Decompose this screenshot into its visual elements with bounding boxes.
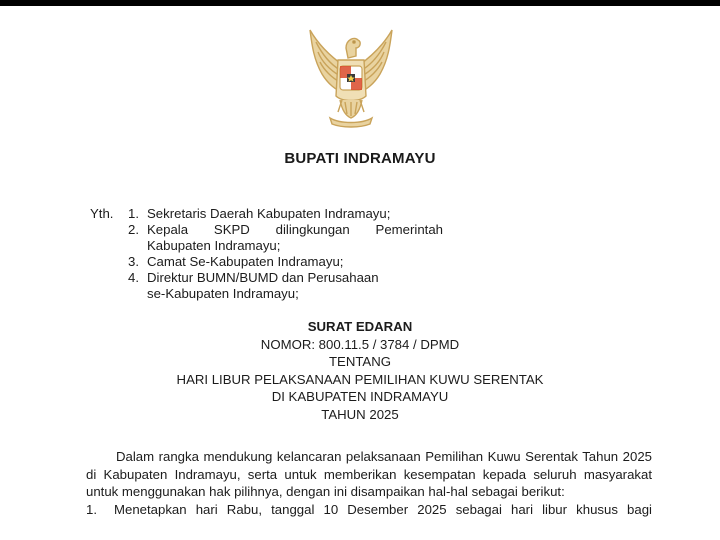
document-about: TENTANG (328, 354, 392, 369)
item-number: 2. (128, 222, 139, 237)
list-item (86, 501, 652, 519)
document-subject-line: HARI LIBUR PELAKSANAAN PEMILIHAN KUWU SERENTAK (176, 371, 544, 387)
list-item (118, 222, 448, 254)
item-number: 1. (128, 206, 139, 221)
document-body (86, 448, 652, 518)
document-subject-line: DI KABUPATEN INDRAMAYU (271, 389, 449, 404)
recipient-text: se-Kabupaten Indramayu; (147, 286, 299, 301)
recipient-word: Kepala (147, 222, 189, 237)
recipient-text: Camat Se-Kabupaten Indramayu; (147, 254, 344, 269)
recipient-text-line (147, 222, 443, 238)
top-border (0, 0, 720, 6)
recipient-text: Kabupaten Indramayu; (147, 238, 281, 253)
page-title: BUPATI INDRAMAYU (284, 150, 436, 167)
recipient-word: SKPD (213, 222, 250, 237)
recipient-text: Sekretaris Daerah Kabupaten Indramayu; (147, 206, 391, 221)
recipient-text: Direktur BUMN/BUMD dan Perusahaan (147, 270, 379, 285)
intro-paragraph: Dalam rangka mendukung kelancaran pelaksanaan Pemilihan Kuwu Serentak Tahun 2025 di Kabupaten Indramayu, serta untuk memberikan kesempatan kepada seluruh masyarakat untuk menggunakan hak pilihnya, dengan ini disampaikan hal-hal sebagai berikut: (86, 449, 652, 499)
garuda-emblem-icon (300, 26, 402, 130)
item-text: Menetapkan hari Rabu, tanggal 10 Desember 2025 sebagai hari libur khusus bagi (114, 501, 652, 517)
document-subject-line: TAHUN 2025 (321, 406, 399, 422)
document-number: NOMOR: 800.11.5 / 3784 / DPMD (260, 336, 460, 352)
item-number: 4. (128, 270, 139, 285)
item-number: 3. (128, 254, 139, 269)
item-number: 1. (86, 501, 97, 517)
salutation: Yth. (90, 206, 114, 221)
recipient-list (118, 206, 448, 302)
document-type: SURAT EDARAN (307, 319, 413, 334)
recipient-word: dilingkungan (275, 222, 350, 237)
list-item (118, 254, 448, 270)
recipient-word: Pemerintah (375, 222, 443, 237)
list-item (118, 270, 448, 302)
document-title-block (0, 318, 720, 423)
list-item (118, 206, 448, 222)
